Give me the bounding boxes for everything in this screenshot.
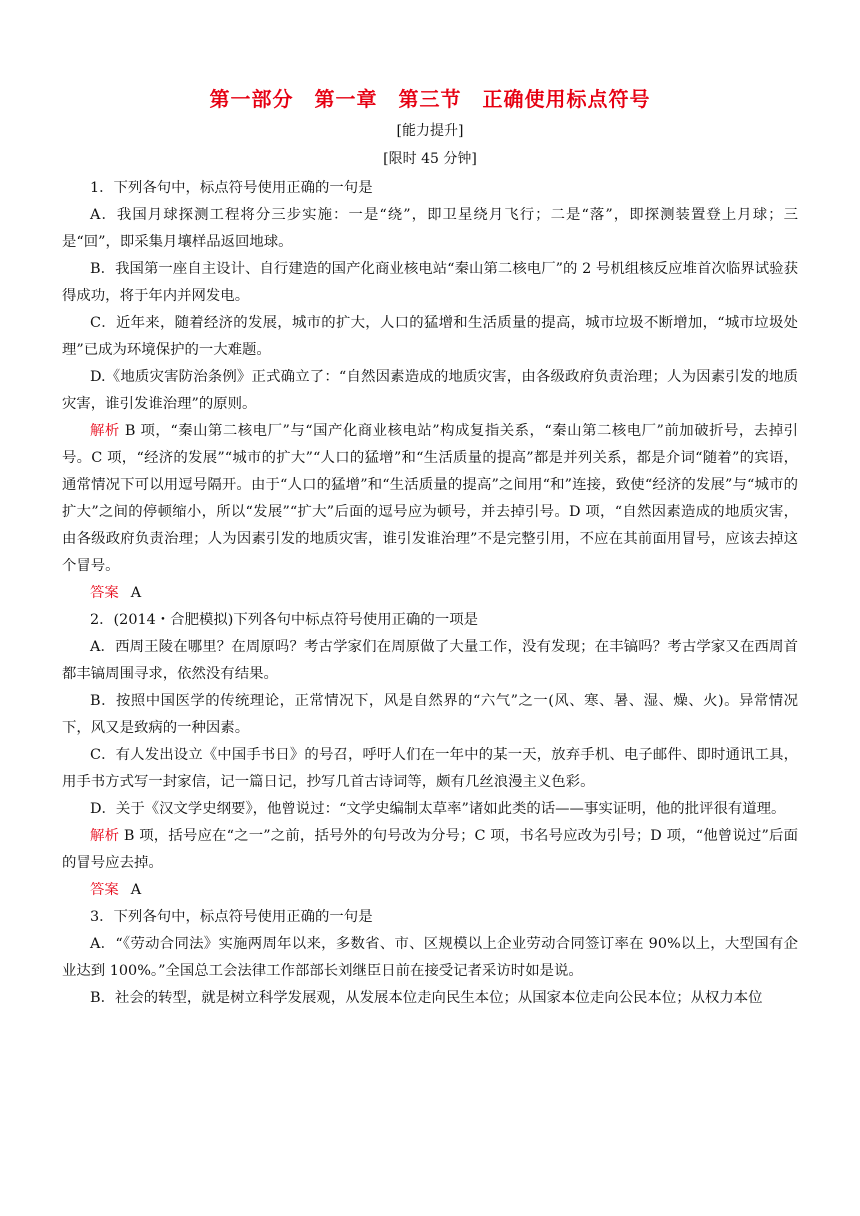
analysis-tag: 解析 xyxy=(90,423,120,439)
questions-body xyxy=(62,175,798,1012)
answer-tag: 答案 xyxy=(90,585,119,601)
question-2-option-b: B．按照中国医学的传统理论，正常情况下，风是自然界的“六气”之一(风、寒、暑、湿、燥、火)。异常情况下，风又是致病的一种因素。 xyxy=(62,693,798,736)
question-1-stem: 1．下列各句中，标点符号使用正确的一句是 xyxy=(90,180,373,196)
answer-value: A xyxy=(130,882,142,898)
question-3-stem: 3．下列各句中，标点符号使用正确的一句是 xyxy=(90,909,373,925)
question-3-option-b: B．社会的转型，就是树立科学发展观，从发展本位走向民生本位；从国家本位走向公民本位；从权力本位 xyxy=(90,990,763,1006)
question-1-option-d: D.《地质灾害防治条例》正式确立了：“自然因素造成的地质灾害，由各级政府负责治理；人为因素引发的地质灾害，谁引发谁治理”的原则。 xyxy=(62,369,798,412)
question-1-analysis xyxy=(62,418,798,580)
analysis-text: B 项，括号应在“之一”之前，括号外的句号改为分号；C 项，书名号应改为引号；D 项，“他曾说过”后面的冒号应去掉。 xyxy=(62,828,798,871)
question-2-option-c: C．有人发出设立《中国手书日》的号召，呼吁人们在一年中的某一天，放弃手机、电子邮件、即时通讯工具，用手书方式写一封家信，记一篇日记，抄写几首古诗词等，颇有几丝浪漫主义色彩。 xyxy=(62,747,798,790)
question-1-answer xyxy=(62,580,798,607)
answer-value: A xyxy=(130,585,142,601)
question-2-option-d: D．关于《汉文学史纲要》，他曾说过：“文学史编制太草率”诸如此类的话——事实证明，他的批评很有道理。 xyxy=(90,801,786,817)
page-title: 第一部分 第一章 第三节 正确使用标点符号 xyxy=(209,87,651,111)
section-subtitle: [能力提升] xyxy=(396,123,464,139)
question-2-stem: 2．(2014・合肥模拟)下列各句中标点符号使用正确的一项是 xyxy=(90,612,478,628)
question-1-option-a: A．我国月球探测工程将分三步实施：一是“绕”，即卫星绕月飞行；二是“落”，即探测装置登上月球；三是“回”，即采集月壤样品返回地球。 xyxy=(62,207,798,250)
time-limit: [限时 45 分钟] xyxy=(383,151,477,167)
question-2-analysis xyxy=(62,823,798,877)
question-3-option-a: A．“《劳动合同法》实施两周年以来，多数省、市、区规模以上企业劳动合同签订率在 90%以上，大型国有企业达到 100%。”全国总工会法律工作部部长刘继臣日前在接受记者采访时如是说。 xyxy=(62,936,798,979)
analysis-tag: 解析 xyxy=(90,828,120,844)
question-2-answer xyxy=(62,877,798,904)
question-1-option-c: C．近年来，随着经济的发展，城市的扩大，人口的猛增和生活质量的提高，城市垃圾不断增加，“城市垃圾处理”已成为环境保护的一大难题。 xyxy=(62,315,798,358)
answer-tag: 答案 xyxy=(90,882,119,898)
question-1-option-b: B．我国第一座自主设计、自行建造的国产化商业核电站“秦山第二核电厂”的 2 号机组核反应堆首次临界试验获得成功，将于年内并网发电。 xyxy=(62,261,798,304)
question-2-option-a: A．西周王陵在哪里？在周原吗？考古学家们在周原做了大量工作，没有发现；在丰镐吗？考古学家又在西周首都丰镐周围寻求，依然没有结果。 xyxy=(62,639,798,682)
analysis-text: B 项，“秦山第二核电厂”与“国产化商业核电站”构成复指关系，“秦山第二核电厂”前加破折号，去掉引号。C 项，“经济的发展”“城市的扩大”“人口的猛增”和“生活质量的提高”都是并列关系，都是介词“随着”的宾语，通常情况下可以用逗号隔开。由于“人口的猛增”和“生活质量的提高”之间用“和”连接，致使“经济的发展”与“城市的扩大”之间的停顿缩小，所以“发展”“扩大”后面的逗号应为顿号，并去掉引号。D 项，“自然因素造成的地质灾害，由各级政府负责治理；人为因素引发的地质灾害，谁引发谁治理”不是完整引用，不应在其前面用冒号，应该去掉这个冒号。 xyxy=(62,423,798,574)
